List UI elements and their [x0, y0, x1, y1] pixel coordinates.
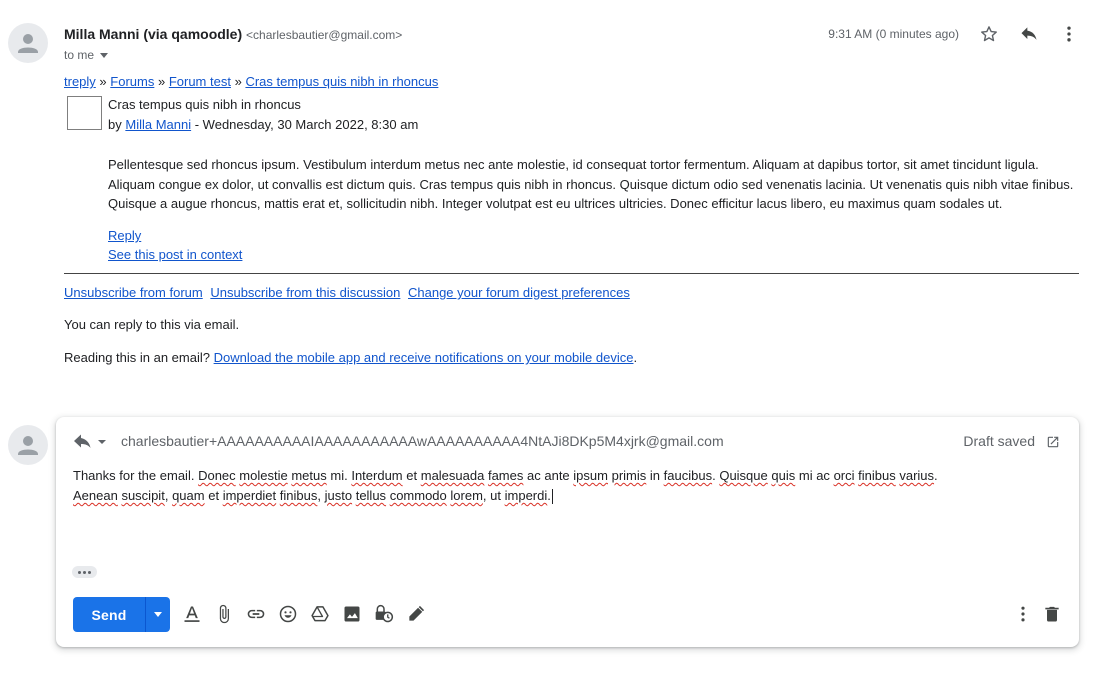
- unsubscribe-forum-link[interactable]: Unsubscribe from forum: [64, 285, 203, 300]
- breadcrumb-separator: »: [99, 74, 107, 89]
- star-button[interactable]: [977, 22, 1001, 46]
- breadcrumb-forum-test[interactable]: Forum test: [168, 74, 231, 89]
- divider: [64, 273, 1079, 274]
- send-button-group: [73, 597, 170, 632]
- signature-icon: [406, 604, 426, 624]
- image-icon: [342, 604, 362, 624]
- body-line: Thanks for the email. Donec molestie metus mi. Interdum et malesuada fames ac ante ipsum primis in faucibus. Quisque quis mi ac orci finibus varius.: [73, 468, 938, 483]
- author-picture: [67, 96, 102, 130]
- avatar-icon: [8, 23, 48, 63]
- drive-icon: [310, 604, 330, 624]
- more-vert-icon: [1059, 24, 1079, 44]
- draft-status: Draft saved: [963, 433, 1035, 449]
- reply-type-dropdown[interactable]: [72, 430, 108, 454]
- more-options-icon: [1013, 604, 1033, 624]
- my-avatar: [8, 425, 48, 465]
- pop-out-button[interactable]: [1041, 430, 1065, 454]
- sender-email: <charlesbautier@gmail.com>: [246, 28, 403, 42]
- attach-icon: [214, 604, 234, 624]
- body-line-with-cursor: [73, 486, 1063, 506]
- reply-compose: [56, 417, 1079, 647]
- byline-prefix: by: [108, 117, 122, 132]
- reply-dropdown-icon: [72, 432, 108, 452]
- mobile-app-note: [64, 350, 637, 365]
- message-time: 9:31 AM (0 minutes ago): [828, 27, 959, 41]
- post-byline: [108, 117, 418, 132]
- unsubscribe-discussion-link[interactable]: Unsubscribe from this discussion: [210, 285, 401, 300]
- more-actions-button[interactable]: [1057, 22, 1081, 46]
- author-link[interactable]: Milla Manni: [125, 117, 192, 132]
- insert-emoji-button[interactable]: [276, 602, 300, 626]
- pop-out-icon: [1046, 435, 1060, 449]
- text-cursor: [552, 489, 553, 504]
- post-body: Pellentesque sed rhoncus ipsum. Vestibulum interdum metus nec ante molestie, id consequat tortor fermentum. Aliquam at dapibus tortor, sit amet tincidunt ligula. Aliquam congue ex dolor, ut convallis est dictum quis. Cras tempus quis nibh in rhoncus. Quisque dictum odio sed venenatis lacinia. Ut venenatis quis nibh vitae finibus. Quisque a augue rhoncus, mattis erat et, sollicitudin nibh. Integer volutpat est eu ultrices ultricies. Donec efficitur lacus libero, eu maximus quam sodales ut.: [108, 157, 1074, 211]
- avatar-icon: [8, 425, 48, 465]
- insert-link-button[interactable]: [244, 602, 268, 626]
- breadcrumb-separator: »: [157, 74, 166, 89]
- emoji-icon: [278, 604, 298, 624]
- more-options-button[interactable]: [1011, 602, 1035, 626]
- mobile-app-link[interactable]: Download the mobile app and receive notifications on your mobile device: [213, 350, 634, 365]
- link-icon: [246, 604, 266, 624]
- insert-signature-button[interactable]: [404, 602, 428, 626]
- breadcrumb-separator: »: [234, 74, 242, 89]
- mobile-suffix: .: [633, 350, 638, 365]
- chevron-down-icon[interactable]: [100, 53, 108, 58]
- message-body[interactable]: [73, 466, 1063, 506]
- reply-icon: [1019, 24, 1039, 44]
- see-in-context-link[interactable]: See this post in context: [108, 247, 243, 262]
- send-options-button[interactable]: [145, 597, 170, 632]
- breadcrumb-treply[interactable]: treply: [64, 74, 96, 89]
- post-date: - Wednesday, 30 March 2022, 8:30 am: [194, 117, 419, 132]
- mobile-prefix: Reading this in an email?: [64, 350, 210, 365]
- recipient-label: to me: [64, 48, 95, 62]
- breadcrumb: [64, 74, 438, 89]
- insert-from-drive-button[interactable]: [308, 602, 332, 626]
- send-button[interactable]: Send: [73, 597, 145, 632]
- delete-icon: [1042, 604, 1062, 624]
- digest-preferences-link[interactable]: Change your forum digest preferences: [408, 285, 630, 300]
- confidential-mode-button[interactable]: [372, 602, 396, 626]
- reply-button[interactable]: [1017, 22, 1041, 46]
- format-text-icon: [182, 604, 202, 624]
- discard-draft-button[interactable]: [1040, 602, 1064, 626]
- reply-link[interactable]: Reply: [108, 228, 142, 243]
- chevron-down-icon: [154, 612, 162, 617]
- breadcrumb-forums[interactable]: Forums: [110, 74, 155, 89]
- sender-name: Milla Manni (via qamoodle): [64, 26, 243, 42]
- subscription-links: [64, 285, 634, 300]
- recipient-field[interactable]: charlesbautier+AAAAAAAAAAIAAAAAAAAAAAwAAAAAAAAAA4NtAJi8DKp5M4xjrk@gmail.com: [121, 433, 724, 449]
- star-icon: [979, 24, 999, 44]
- confidential-icon: [374, 604, 394, 624]
- recipient-details[interactable]: [64, 48, 108, 62]
- sender-line: [64, 26, 402, 42]
- sender-avatar: [8, 23, 48, 63]
- attach-files-button[interactable]: [212, 602, 236, 626]
- insert-photo-button[interactable]: [340, 602, 364, 626]
- show-trimmed-content-button[interactable]: [72, 566, 97, 578]
- reply-via-email-note: You can reply to this via email.: [64, 317, 240, 332]
- breadcrumb-discussion[interactable]: Cras tempus quis nibh in rhoncus: [245, 74, 439, 89]
- formatting-options-button[interactable]: [180, 602, 204, 626]
- post-subject: Cras tempus quis nibh in rhoncus: [108, 97, 301, 112]
- body-line: Aenean suscipit, quam et imperdiet finibus, justo tellus commodo lorem, ut imperdi.: [73, 488, 551, 503]
